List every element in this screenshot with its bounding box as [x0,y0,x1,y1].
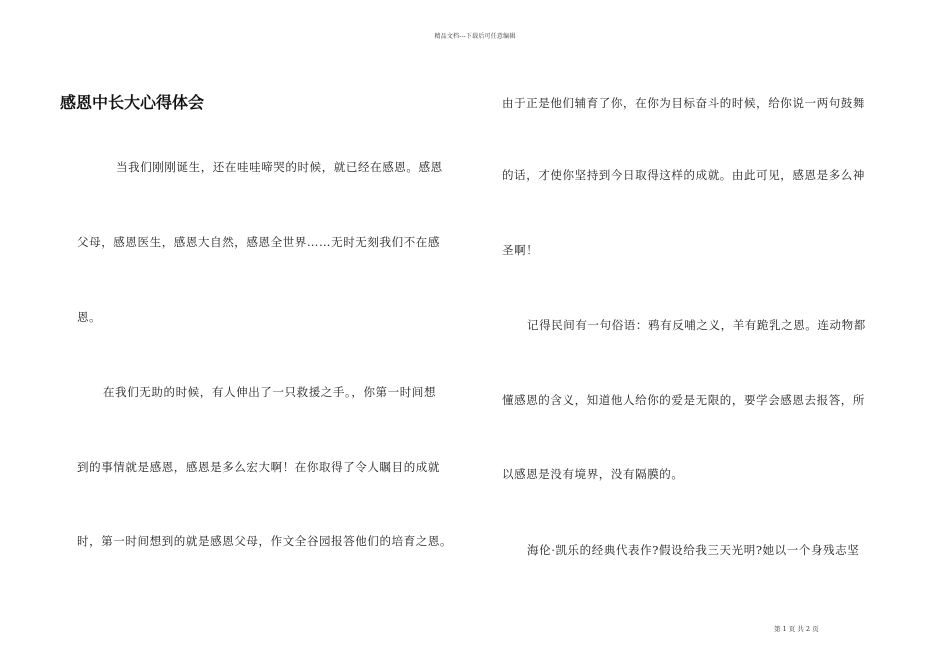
right-line-1: 由于正是他们辅育了你，在你为目标奋斗的时候，给你说一两句鼓舞 [502,96,865,110]
left-line-1: 当我们刚刚诞生，还在哇哇啼哭的时候，就已经在感恩。感恩 [116,160,443,174]
document-title: 感恩中长大心得体会 [60,93,205,112]
right-line-3: 圣啊！ [502,243,539,257]
right-line-4: 记得民间有一句俗语：鸦有反哺之义，羊有跪乳之恩。连动物都 [527,318,866,332]
page-header: 精品文档---下载后可任意编辑 [434,33,516,40]
right-line-2: 的话，才使你坚持到今日取得这样的成就。由此可见，感恩是多么神 [502,168,865,182]
left-line-4: 在我们无助的时候，有人伸出了一只救援之手。，你第一时间想 [103,385,437,399]
left-line-5: 到的事情就是感恩，感恩是多么宏大啊！在你取得了令人瞩目的成就 [77,460,440,474]
page-number: 第 1 页 共 2 页 [774,625,819,633]
left-line-6: 时，第一时间想到的就是感恩父母，作文全谷园报答他们的培育之恩。 [77,534,453,548]
left-line-2: 父母，感恩医生，感恩大自然，感恩全世界……无时无刻我们不在感 [77,235,440,249]
right-line-6: 以感恩是没有境界，没有隔膜的。 [502,467,684,481]
right-line-5: 懂感恩的含义，知道他人给你的爱是无限的，要学会感恩去报答，所 [502,393,865,407]
left-line-3: 恩。 [77,310,102,324]
right-line-7: 海伦·凯乐的经典代表作?假设给我三天光明?她以一个身残志坚 [527,543,860,557]
